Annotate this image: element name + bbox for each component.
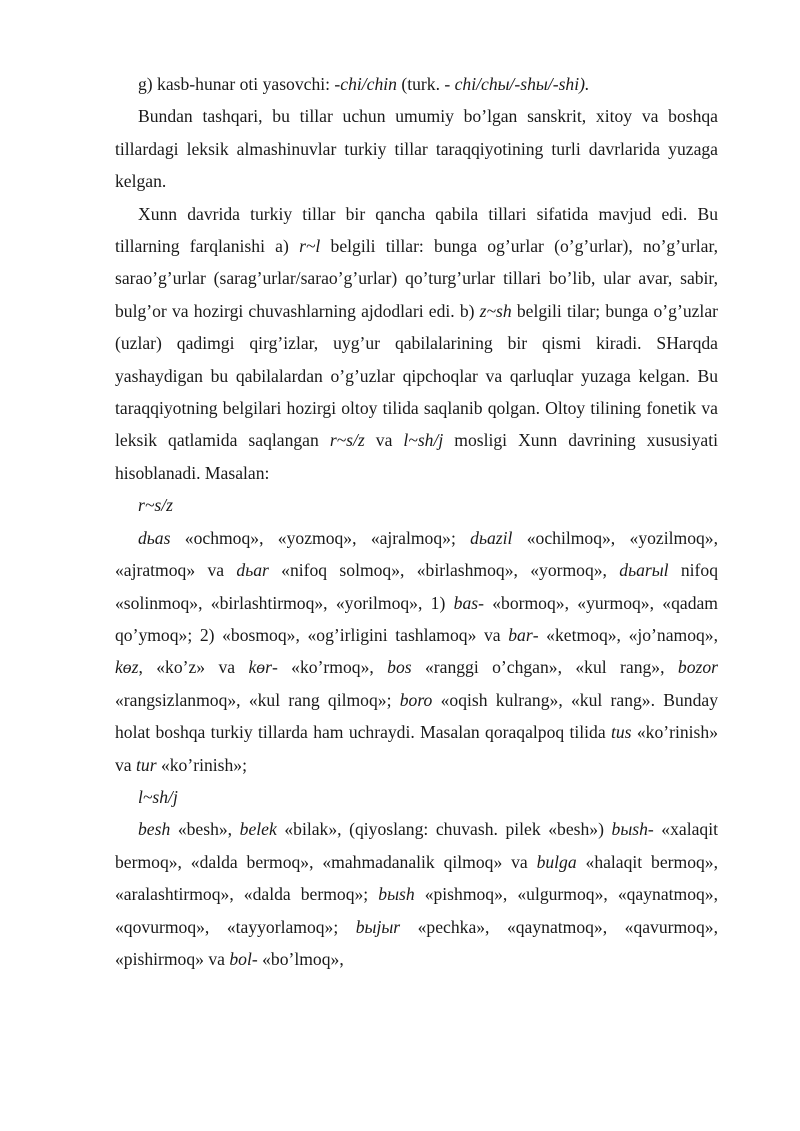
italic-term: tur	[136, 754, 157, 775]
italic-term: boro	[399, 689, 433, 710]
italic-term: bar	[508, 624, 533, 645]
italic-term: bas	[453, 592, 479, 613]
italic-term: kөz	[115, 657, 139, 678]
text-run: «halaqit bermoq», «aralashtirmoq», «dalda bermoq»;	[115, 851, 718, 905]
italic-term: tus	[611, 722, 632, 743]
italic-term: bos	[387, 657, 412, 678]
text-run: va	[364, 430, 404, 451]
text-run: «pishmoq», «ulgurmoq», «qaynatmoq», «qovurmoq», «tayyorlamoq»;	[115, 884, 719, 937]
text-run: «ranggi o’chgan», «kul rang»,	[411, 657, 678, 678]
text-run: «rangsizlanmoq», «kul rang qilmoq»;	[115, 689, 400, 710]
document-page	[115, 68, 718, 975]
text-run: belgili tillar: bunga og’urlar (o’g’urlar), no’g’urlar, sarao’g’urlar (sarag’urlar/sarao’g’urlar) qo’turg’urlar tillari bo’lib, ular avar, sabir, bulg’or va hozirgi chuvashlarning ajdodlari edi. b)	[115, 236, 718, 321]
paragraph-kasb-hunar	[115, 68, 718, 100]
text-run: Xunn davrida turkiy tillar bir qancha qabila tillari sifatida mavjud edi. Bu tillarning farqlanishi a)	[115, 203, 718, 257]
text-run: «bilak», (qiyoslang: chuvash. pilek «besh»)	[276, 819, 612, 840]
italic-term: r~l	[299, 236, 321, 257]
italic-term: l~sh/j	[403, 430, 444, 451]
text-run: (turk. -	[396, 74, 455, 94]
text-run: «ochilmoq», «yozilmoq», «ajratmoq» va	[115, 527, 718, 581]
text-run: mosligi Xunn davrining xususiyati hisoblanadi. Masalan:	[115, 430, 718, 483]
text-run: «ko’rinish» va	[115, 722, 718, 775]
paragraph-l-sh-j-examples	[115, 813, 718, 975]
text-run: - «bo’lmoq»,	[251, 948, 344, 969]
text-run: «ko’rinish»;	[156, 754, 247, 775]
text-run: belgili tilar; bunga o’g’uzlar (uzlar) qadimgi qirg’izlar, uyg’ur qabilalarining bir qismi kiradi. SHarqda yashaydigan bu qabilalardan o’g’uzlar qipchoqlar va qarluqlar yuzaga kelgan. Bu taraqqiyotning belgilari hozirgi oltoy tilida saqlanib qolgan. Oltoy tilining fonetik va leksik qatlamida saqlangan	[115, 300, 718, 451]
text-run: «besh»,	[170, 819, 240, 840]
italic-term: dьazil	[470, 527, 513, 548]
italic-term: r~s/z	[329, 430, 365, 451]
italic-term: chi/chin	[340, 74, 397, 94]
italic-term: dьas	[138, 527, 171, 548]
paragraph-xunn-davri	[115, 198, 718, 490]
italic-term: dьar	[236, 560, 269, 581]
italic-term: bulga	[536, 851, 577, 872]
italic-term: z~sh	[479, 300, 512, 321]
italic-term: bozor	[677, 657, 718, 678]
italic-term: bыjыr	[355, 916, 401, 937]
heading-r-s-z	[115, 489, 718, 521]
text-run: «pechka», «qaynatmoq», «qavurmoq», «pishirmoq» va	[115, 916, 718, 969]
heading-l-sh-j	[115, 781, 718, 813]
text-run: , «ko’z» va	[138, 657, 249, 678]
text-run: «ochmoq», «yozmoq», «ajralmoq»;	[170, 527, 471, 548]
text-run: - «bormoq», «yurmoq», «qadam qo’ymoq»; 2) «bosmoq», «og’irligini tashlamoq» va	[115, 592, 718, 645]
italic-term: bыsh	[611, 819, 648, 840]
text-run: - «xalaqit bermoq», «dalda bermoq», «mahmadanalik qilmoq» va	[115, 819, 718, 872]
italic-term: r~s/z	[138, 495, 173, 516]
text-run: «oqish kulrang», «kul rang». Bunday holat boshqa turkiy tillarda ham uchraydi. Masalan qoraqalpoq tilida	[115, 689, 718, 743]
italic-term: dьarыl	[619, 560, 669, 581]
text-run: Bundan tashqari, bu tillar uchun umumiy bo’lgan sanskrit, xitoy va boshqa tillardagi leksik almashinuvlar turkiy tillar taraqqiyotining turli davrlarida yuzaga kelgan.	[115, 106, 718, 192]
italic-term: belek	[239, 819, 277, 840]
text-run: g) kasb-hunar oti yasovchi: -	[138, 74, 341, 94]
italic-term: bol	[229, 948, 252, 969]
italic-term: chi/chы/-shы/-shi).	[454, 74, 590, 94]
paragraph-leksik-almashinuvlar	[115, 100, 718, 197]
text-run: - «ketmoq», «jo’namoq»,	[532, 624, 718, 645]
text-run: nifoq «solinmoq», «birlashtirmoq», «yorilmoq», 1)	[115, 560, 719, 613]
italic-term: kөr	[248, 657, 272, 678]
italic-term: bыsh	[378, 884, 415, 905]
text-run: - «ko’rmoq»,	[271, 657, 388, 678]
text-run: «nifoq solmoq», «birlashmoq», «yormoq»,	[268, 560, 620, 581]
italic-term: besh	[138, 819, 171, 840]
paragraph-r-s-z-examples	[115, 522, 718, 781]
italic-term: l~sh/j	[138, 786, 178, 807]
